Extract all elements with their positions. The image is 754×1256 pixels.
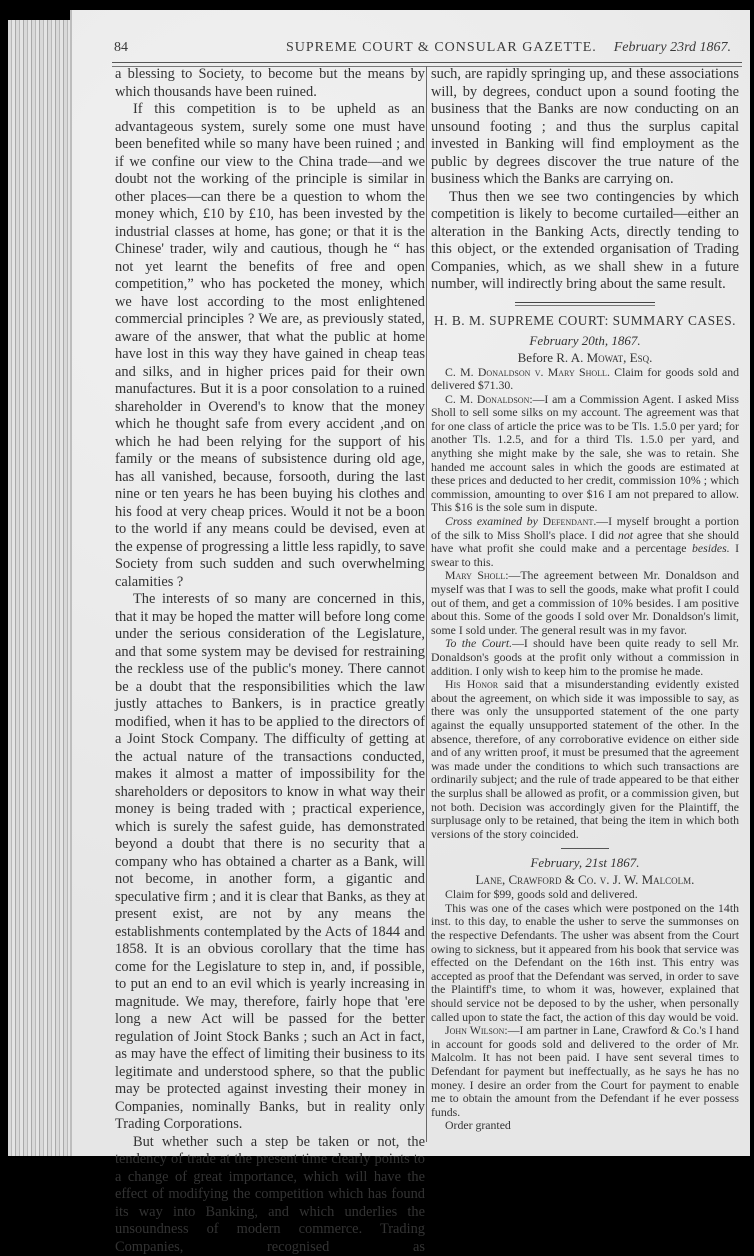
paragraph: The interests of so many are concerned in this, that it may be hoped the matter will before long come under the serious consideration of the Legislature, and that some system may be devised for restraining the reckless use of the public's money. There cannot be a doubt that the responsibilities which the law justly attaches to Bankers, is in practice greatly modified, when it has to be applied to the directors of a Joint Stock Company. The difficulty of getting at the actual nature of the transactions conducted, makes it almost a matter of impossibility for the shareholders or depositors to know in what way their money is being traded with ; practical experience, which is surely the safest guide, has demonstrated beyond a doubt that there is no security that a company who has obtained a charter as a Bank, will not become, in another form, a gigantic and speculative firm ; and it is clear that Banks, as they at present exist, are not by any means the establishments contemplated by the Acts of 1844 and 1858. It is an obvious corollary that the time has come for the Legislature to step in, and, if possible, to put an end to an evil which is yearly increasing in magnitude. We may, therefore, fairly hope that 'ere long a new Act will be passed for the better regulation of Joint Stock Banks ; such an Act in fact, as may have the effect of limiting their business to its legitimate and understood sphere, so that the public may be protected against investing their money in Companies, nominally Banks, but in reality only Trading Corporations. xyxy=(115,591,425,1134)
presiding-judge: Before R. A. Mowat, Esq. xyxy=(431,349,739,366)
case-parties: C. M. Donaldson v. Mary Sholl. Claim for goods sold and delivered $71.30. xyxy=(431,366,739,393)
testimony-plaintiff: C. M. Donaldson:—I am a Commission Agent. I asked Miss Sholl to sell some silks on my account. The agreement was that for one class of article the price was to be Tls. 1.5.0 per yard; for another Tls. 1.2.5, and for a third Tls. 1.5.0 per yard, and anything she might make by the sale, she was to retain. She handed me account sales in which the goods are estimated at these prices and deducted to her credit, commission 10% ; which commission, amounting to over $16 I am not prepared to allow. This $16 is the sole sum in dispute. xyxy=(431,393,739,515)
testimony-plaintiff: John Wilson:—I am partner in Lane, Crawford & Co.'s I hand in account for goods sold and delivered to the order of Mr. Malcolm. It has not been paid. I have sent several times to Defendant for payment but ineffectually, as he says he has no money. I desire an order from the Court for payment to enable me to obtain the amount from the Defendant if he ever possess funds. xyxy=(431,1024,739,1119)
left-column xyxy=(115,66,425,1256)
right-column xyxy=(431,66,739,1133)
paragraph: If this competition is to be upheld as an advantageous system, surely some one must have been benefited while so many have been ruined ; and if we confine our view to the China trade—and we doubt not the working of the principle is similar in other places—can there be a question to whom the money which, £10 by £10, has been invested by the industrial classes at home, has gone; or that it is the Chinese' trader, wily and cautious, though he “ has not yet learnt the benefits of free and open competition,” who has pocketed the money, which we have lost according to the most enlightened commercial principles ? We are, as previously stated, aware of the answer, that what the public at home have lost in this way they have gained in cheap teas and silks, and in higher prices paid for their own manufactures. But it is a poor consolation to a ruined shareholder in Overend's to know that the money which he thought safe from every accident ,and on which he had been relying for the support of his family or the means of subsistence during old age, has all vanished, because, forsooth, during the last nine or ten years he has been buying his clothes and his food at very cheap prices. Would it not be a boon to the world if any means could be devised, even at the expense of progressing a little less rapidly, to save Society from such sudden and such overwhelming calamities ? xyxy=(115,101,425,591)
gazette-page xyxy=(70,10,750,1156)
court-reports xyxy=(431,332,739,1133)
running-head xyxy=(114,40,736,58)
publication-title: SUPREME COURT & CONSULAR GAZETTE. xyxy=(286,40,597,56)
essay-continuation xyxy=(431,66,739,294)
book-page-edges xyxy=(8,20,78,1156)
case-narrative: This was one of the cases which were postponed on the 14th inst. to this day, to enable the usher to serve the summonses on the respective Defendants. The usher was absent from the Court owing to sickness, but it appeared from his book that service was effected on the Defendant on the 16th inst. This entry was accepted as proof that the Defendant was served, in order to save the Plaintiff's time, to whom it was, however, explained that should service not be deposed to by the usher, when personally called upon to state the fact, the action of this day would be void. xyxy=(431,902,739,1024)
paragraph: a blessing to Society, to become but the means by which thousands have been ruined. xyxy=(115,66,425,101)
section-rule xyxy=(515,302,655,306)
case-date: February, 21st 1867. xyxy=(431,854,739,871)
paragraph: But whether such a step be taken or not, the tendency of trade at the present time clearly points to a change of great importance, which will have the effect of modifying the competition which has found its way into Banking, and which underlies the unsoundness of modern commerce. Trading Companies, recognised as xyxy=(115,1134,425,1256)
case-separator xyxy=(561,848,609,849)
paragraph: Thus then we see two contingencies by which competition is likely to become curtailed—either an alteration in the Banking Acts, directly tending to this object, or the extended organisation of Trading Companies, which, as we shall shew in a future number, will indirectly bring about the same result. xyxy=(431,189,739,294)
case-parties: Lane, Crawford & Co. v. J. W. Malcolm. xyxy=(431,871,739,888)
issue-date: February 23rd 1867. xyxy=(614,40,731,56)
page-number: 84 xyxy=(114,40,128,56)
judgment: His Honor said that a misunderstanding evidently existed about the agreement, on which side it was impossible to say, as there was only the unsupported statement of the one party against the equally unsupported statement of the other. In the absence, therefore, of any corroborative evidence on either side and of any written proof, it must be presumed that the agreement was made under the conditions to which such transactions are ordinarily subject; and the rule of trade appeared to be that either the surplus shall be allowed as profit, or a commission given, but not both. Decision was accordingly given for the Plaintiff, the surplusage only to be retained, that being the item in which both versions of the story coincided. xyxy=(431,678,739,841)
claim: Claim for $99, goods sold and delivered. xyxy=(431,888,739,902)
column-divider xyxy=(426,66,427,1142)
paragraph: such, are rapidly springing up, and these associations will, by degrees, conduct upon a sound footing the business that the Banks are now conducting on an unsound footing ; and thus the surplus capital invested in Banking will find employment as the public by degrees discover the true nature of the business which the Banks are carrying on. xyxy=(431,66,739,189)
testimony-defendant: Mary Sholl:—The agreement between Mr. Donaldson and myself was that I was to sell the goods, make what profit I could out of them, and get a commission of 10% besides. I am positive about this. Some of the goods I sold over Mr. Donaldson's limit, some I sold under. The general result was in my favor. xyxy=(431,569,739,637)
case-outcome: Order granted xyxy=(431,1119,739,1133)
section-heading: H. B. M. SUPREME COURT: SUMMARY CASES. xyxy=(431,312,739,330)
cross-examination: Cross examined by Defendant.—I myself brought a portion of the silk to Miss Sholl's place. I did not agree that she should have what profit she could make and a percentage besides. I swear to this. xyxy=(431,515,739,569)
to-the-court: To the Court.—I should have been quite ready to sell Mr. Donaldson's goods at the profit only without a commission in addition. I only wish to keep him to the promise he made. xyxy=(431,637,739,678)
case-date: February 20th, 1867. xyxy=(431,332,739,349)
